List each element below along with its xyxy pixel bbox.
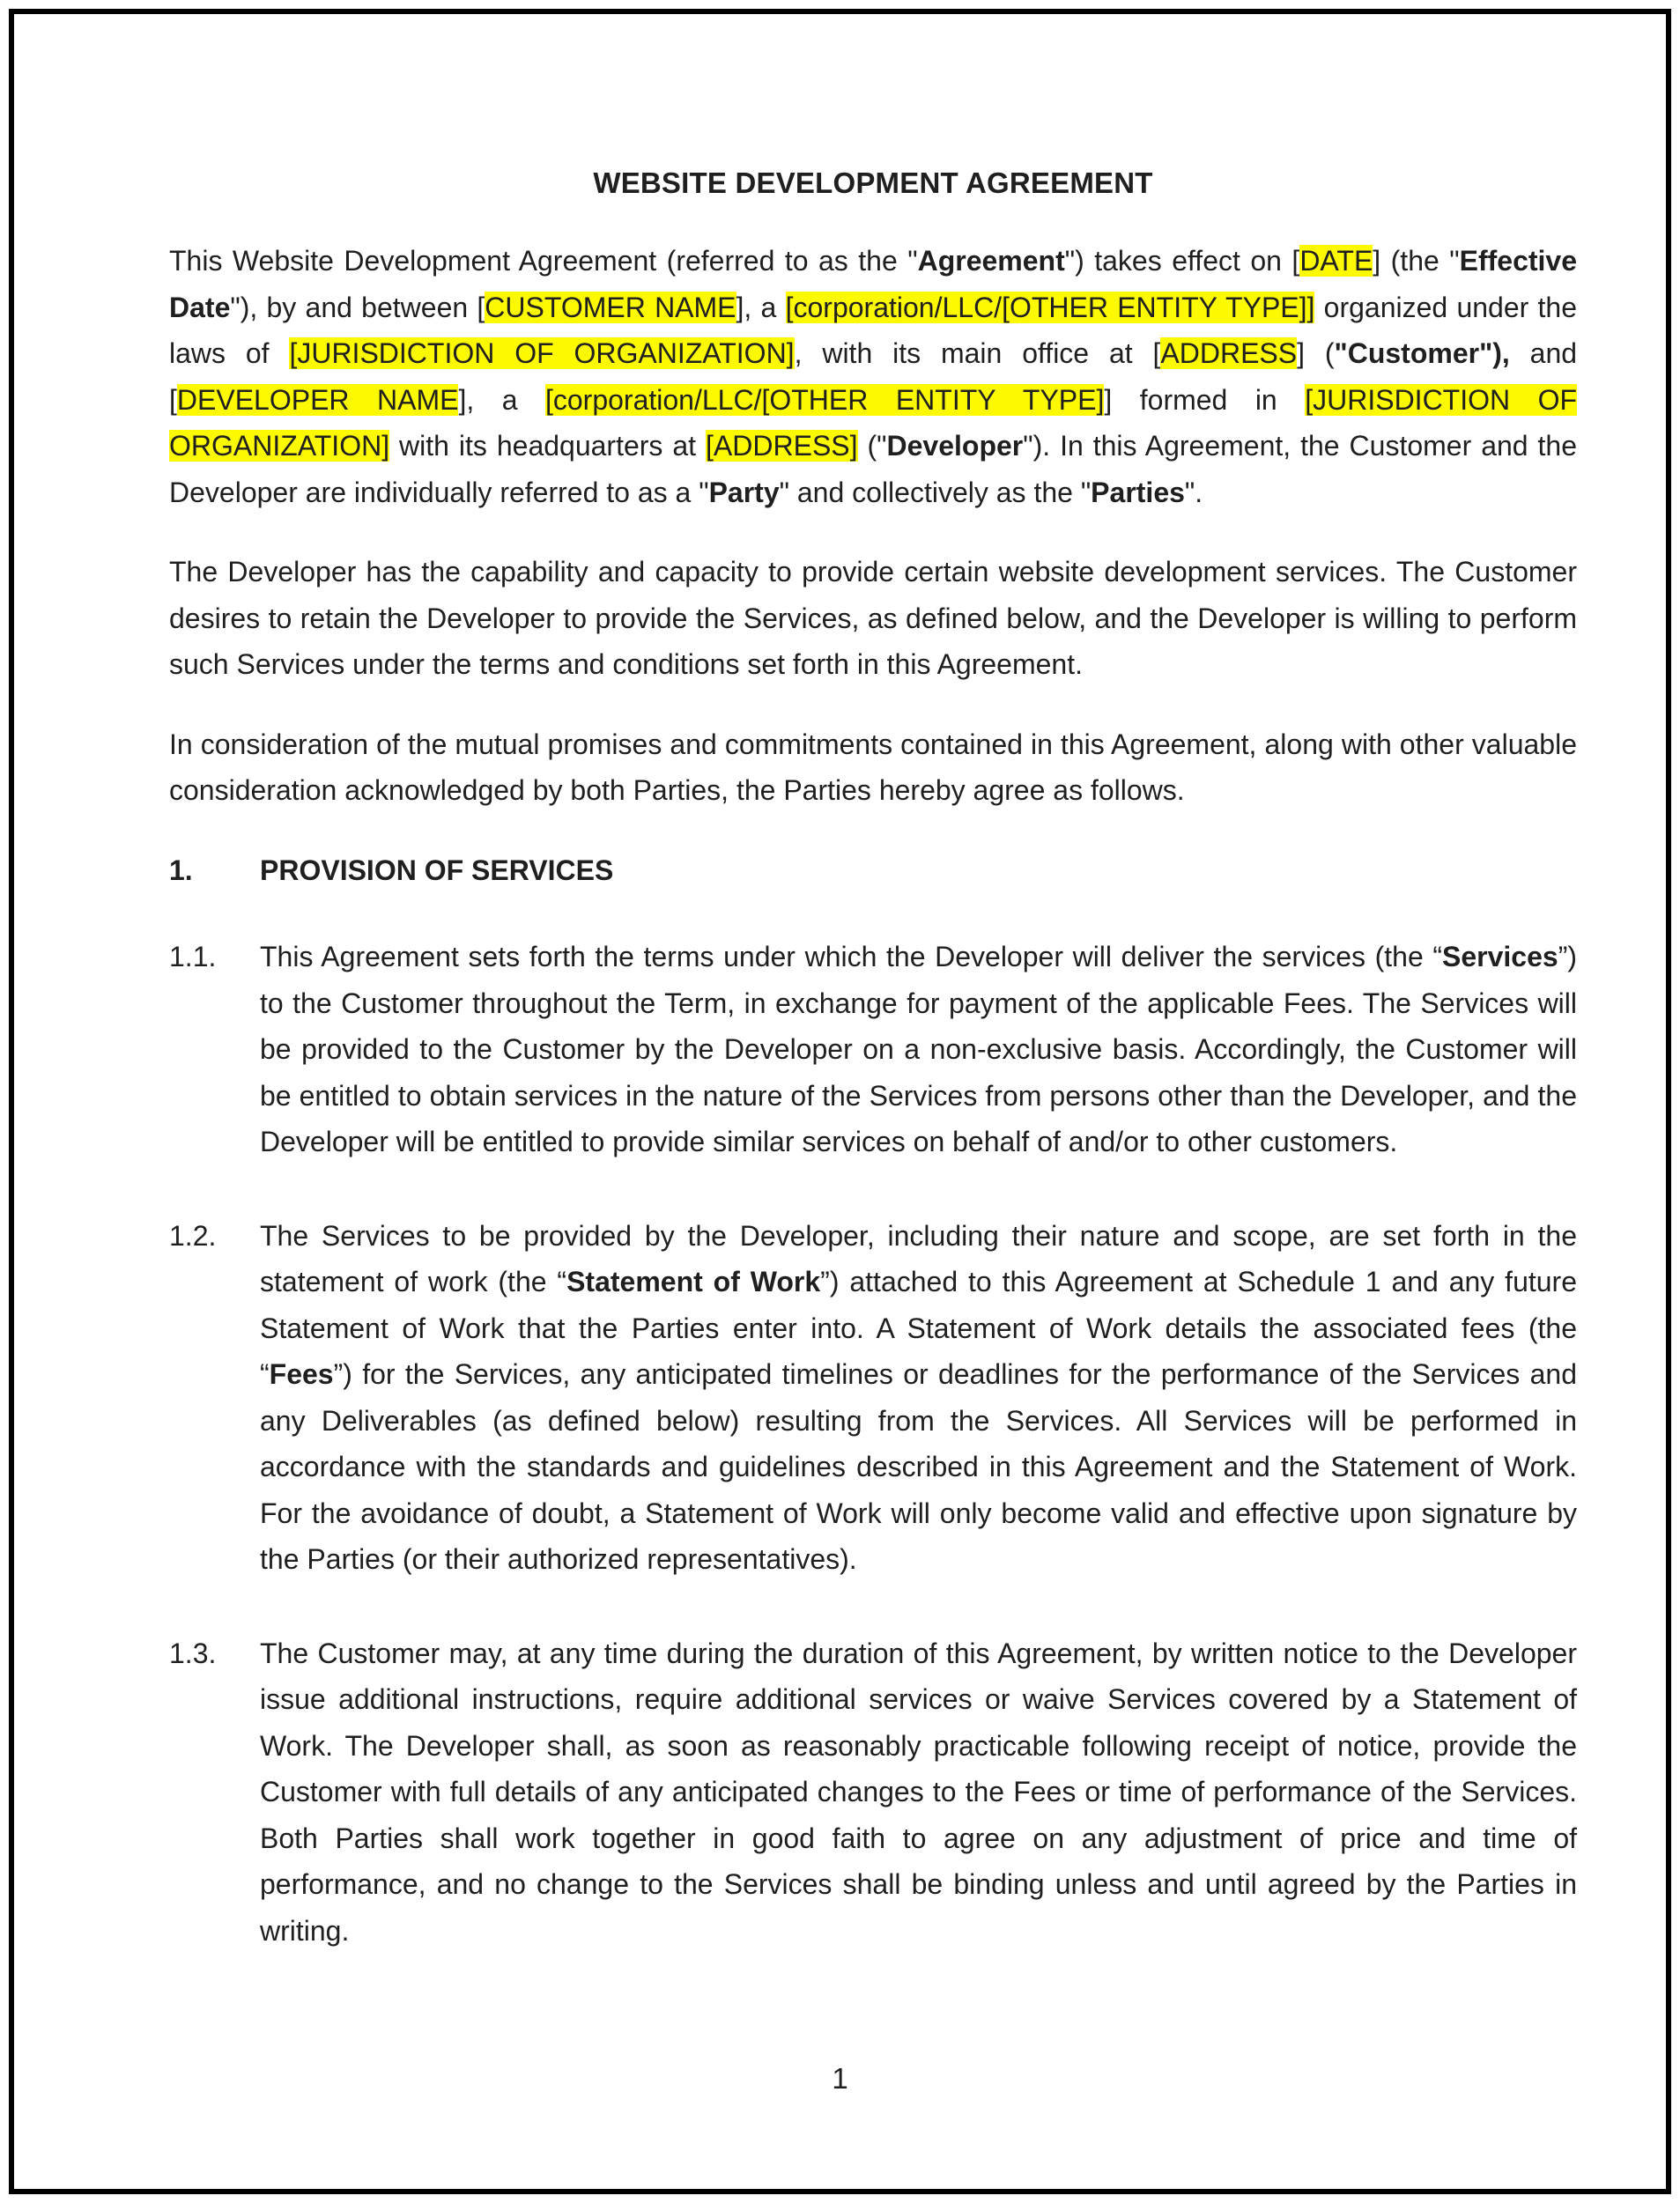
clause-text: The Services to be provided by the Developer, including their nature and scope, are set forth in the statement of work (the “Statement of Work”) attached to this Agreement at Schedule 1 and any future Statement of Work that the Parties enter into. A Statement of Work details the associated fees (the “Fees”) for the Services, any anticipated timelines or deadlines for the performance of the Services and any Deliverables (as defined below) resulting from the Services. All Services will be performed in accordance with the standards and guidelines described in this Agreement and the Statement of Work. For the avoidance of doubt, a Statement of Work will only become valid and effective upon signature by the Parties (or their authorized representatives). — [260, 1219, 1578, 1575]
clause-number: 1.2. — [169, 1219, 217, 1252]
section-title: PROVISION OF SERVICES — [260, 854, 614, 886]
document-body — [169, 166, 1577, 2001]
clause-text: This Agreement sets forth the terms under which the Developer will deliver the services (the “Services”) to the Customer throughout the Term, in exchange for payment of the applicable Fees. The Services will be provided to the Customer by the Developer on a non-exclusive basis. Accordingly, the Customer will be entitled to obtain services in the nature of the Services from persons other than the Developer, and the Developer will be entitled to provide similar services on behalf of and/or to other customers. — [260, 941, 1577, 1157]
clause-number: 1.1. — [169, 941, 217, 972]
clause-text: The Customer may, at any time during the duration of this Agreement, by written notice to the Developer issue additional instructions, require additional services or waive Services covered by a Statement of Work. The Developer shall, as soon as reasonably practicable following receipt of notice, provide the Customer with full details of any anticipated changes to the Fees or time of performance of the Services. Both Parties shall work together in good faith to agree on any adjustment of price and time of performance, and no change to the Services shall be binding unless and until agreed by the Parties in writing. — [260, 1637, 1577, 1947]
clause-1-1 — [169, 934, 1577, 1165]
section-number: 1. — [169, 854, 193, 886]
clause-number: 1.3. — [169, 1637, 217, 1669]
recital-capability-paragraph: The Developer has the capability and capacity to provide certain website development services. The Customer desires to retain the Developer to provide the Services, as defined below, and the Developer is willing to perform such Services under the terms and conditions set forth in this Agreement. — [169, 556, 1577, 680]
clause-1-2 — [169, 1213, 1577, 1583]
page-border — [9, 9, 1671, 2194]
document-title: WEBSITE DEVELOPMENT AGREEMENT — [593, 166, 1153, 199]
page-number: 1 — [832, 2062, 848, 2095]
intro-paragraph: This Website Development Agreement (referred to as the "Agreement") takes effect on [DATE] (the "Effective Date"), by and between [CUSTOMER NAME], a [corporation/LLC/[OTHER ENTITY TYPE]] organized under the laws of [JURISDICTION OF ORGANIZATION], with its main office at [ADDRESS] ("Customer"), and [DEVELOPER NAME], a [corporation/LLC/[OTHER ENTITY TYPE]] formed in [JURISDICTION OF ORGANIZATION] with its headquarters at [ADDRESS] ("Developer"). In this Agreement, the Customer and the Developer are individually referred to as a "Party" and collectively as the "Parties". — [169, 245, 1578, 508]
recital-consideration-paragraph: In consideration of the mutual promises and commitments contained in this Agreement, along with other valuable consideration acknowledged by both Parties, the Parties hereby agree as follows. — [169, 728, 1577, 806]
clause-1-3 — [169, 1630, 1577, 1955]
section-heading — [169, 847, 1577, 894]
